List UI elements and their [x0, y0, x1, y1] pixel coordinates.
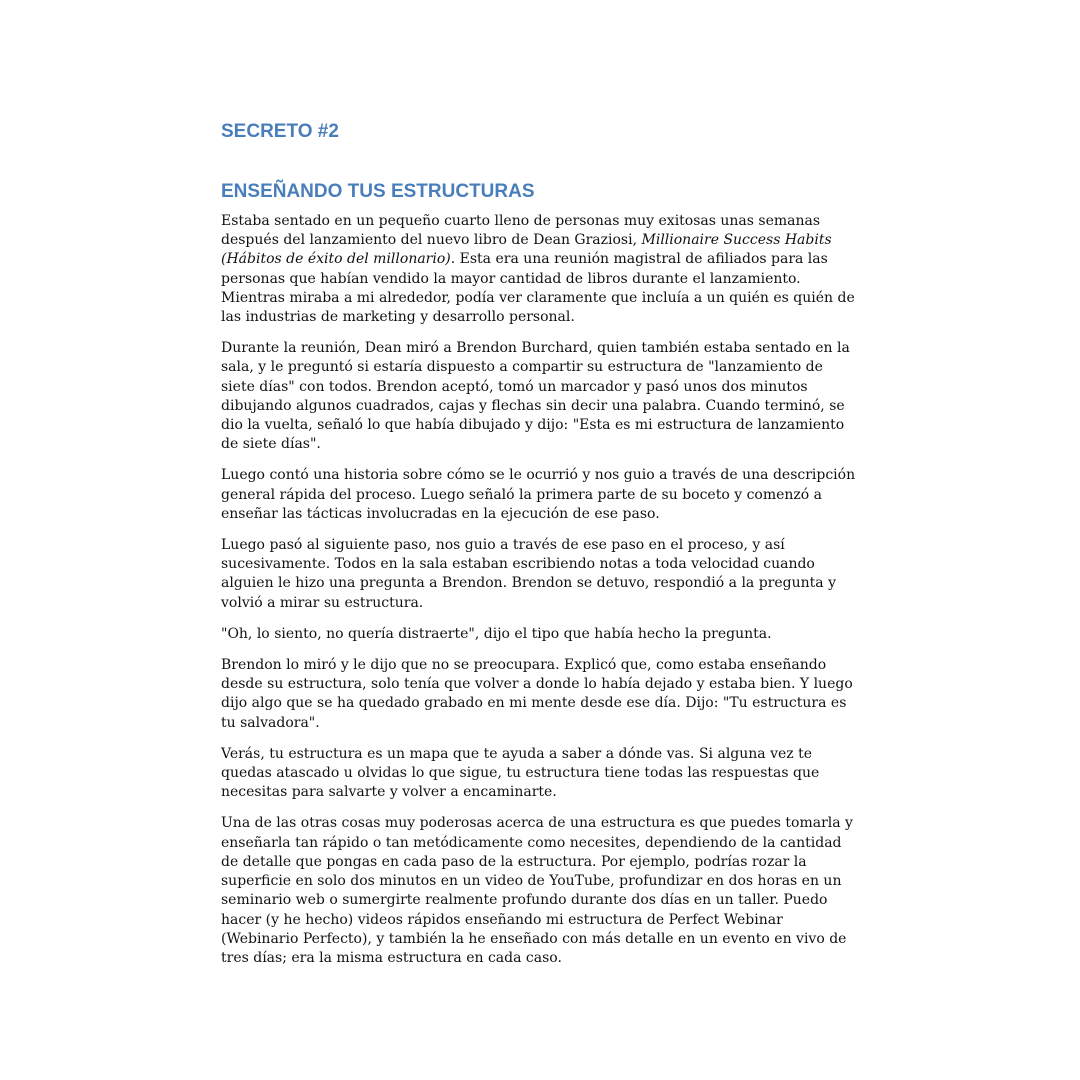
body-text [221, 212, 861, 968]
paragraph-7: Verás, tu estructura es un mapa que te ayuda a saber a dónde vas. Si alguna vez te quedas atascado u olvidas lo que sigue, tu estructura tiene todas las respuestas que necesitas para salvarte y volver a encaminarte. [221, 745, 820, 801]
book-title-italic: Millionaire Success Habits (Hábitos de éxito del millonario) [221, 232, 832, 268]
document-content [221, 118, 861, 980]
paragraph-5: "Oh, lo siento, no quería distraerte", dijo el tipo que había hecho la pregunta. [221, 625, 772, 642]
paragraph-4: Luego pasó al siguiente paso, nos guio a través de ese paso en el proceso, y así sucesivamente. Todos en la sala estaban escribiendo notas a toda velocidad cuando alguien le hizo una pregunta a Brendon. Brendon se detuvo, respondió a la pregunta y volvió a mirar su estructura. [221, 537, 836, 611]
paragraph-6: Brendon lo miró y le dijo que no se preocupara. Explicó que, como estaba enseñando desde su estructura, solo tenía que volver a donde lo había dejado y estaba bien. Y luego dijo algo que se ha quedado grabado en mi mente desde ese día. Dijo: "Tu estructura es tu salvadora". [221, 657, 853, 731]
paragraph-1-part-b: . Esta era una reunión magistral de afiliados para las personas que habían vendido la mayor cantidad de libros durante el lanzamiento. Mientras miraba a mi alrededor, podía ver claramente que incluía a un quién es quién de las industrias de marketing y desarrollo personal. [221, 251, 855, 326]
paragraph-1 [221, 212, 861, 327]
paragraph-1-part-a: Estaba sentado en un pequeño cuarto lleno de personas muy exitosas unas semanas después del lanzamiento del nuevo libro de Dean Graziosi, [221, 213, 821, 249]
paragraph-8: Una de las otras cosas muy poderosas acerca de una estructura es que puedes tomarla y enseñarla tan rápido o tan metódicamente como necesites, dependiendo de la cantidad de detalle que pongas en cada paso de la estructura. Por ejemplo, podrías rozar la superficie en solo dos minutos en un video de YouTube, profundizar en dos horas en un seminario web o sumergirte realmente profundo durante dos días en un taller. Puedo hacer (y he hecho) videos rápidos enseñando mi estructura de Perfect Webinar (Webinario Perfecto), y también la he enseñado con más detalle en un evento en vivo de tres días; era la misma estructura en cada caso. [221, 815, 853, 966]
section-title: ENSEÑANDO TUS ESTRUCTURAS [221, 181, 535, 202]
paragraph-3: Luego contó una historia sobre cómo se le ocurrió y nos guio a través de una descripción general rápida del proceso. Luego señaló la primera parte de su boceto y comenzó a enseñar las tácticas involucradas en la ejecución de ese paso. [221, 467, 856, 522]
section-label: SECRETO #2 [221, 121, 339, 142]
paragraph-2: Durante la reunión, Dean miró a Brendon Burchard, quien también estaba sentado en la sala, y le preguntó si estaría dispuesto a compartir su estructura de "lanzamiento de siete días" con todos. Brendon aceptó, tomó un marcador y pasó unos dos minutos dibujando algunos cuadrados, cajas y flechas sin decir una palabra. Cuando terminó, se dio la vuelta, señaló lo que había dibujado y dijo: "Esta es mi estructura de lanzamiento de siete días". [221, 340, 850, 453]
